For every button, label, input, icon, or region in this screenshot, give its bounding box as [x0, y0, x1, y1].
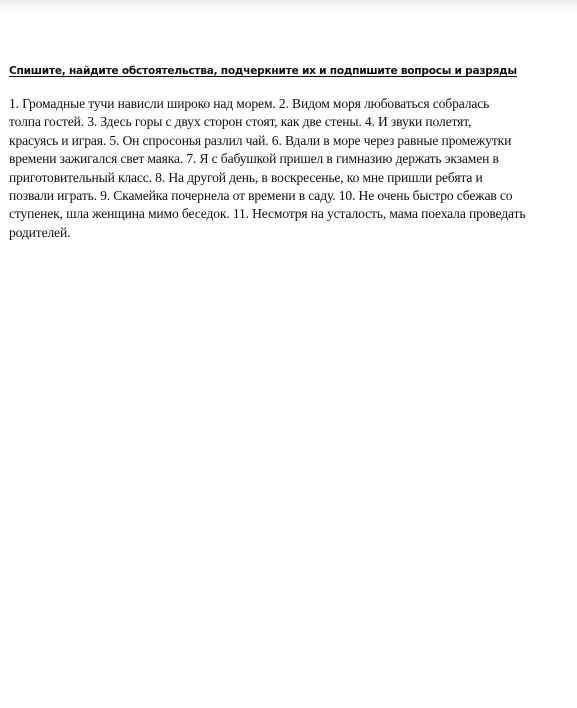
text-line: приготовительный класс. 8. На другой день, в воскресенье, ко мне пришли ребята и	[9, 169, 483, 185]
text-line: 1. Громадные тучи нависли широко над морем. 2. Видом моря любоваться собралась	[9, 96, 490, 111]
text-line: красуясь и играя. 5. Он спросонья разлил чай. 6. Вдали в море через равные промежутки	[9, 132, 512, 148]
document-page	[9, 63, 573, 242]
text-line: времени зажигался свет маяка. 7. Я с бабушкой пришел в гимназию держать экзамен в	[9, 151, 499, 167]
text-line: толпа гостей. 3. Здесь горы с двух сторон стоят, как две стены. 4. И звуки полетят,	[9, 114, 472, 130]
assignment-heading: Спишите, найдите обстоятельства, подчеркните их и подпишите вопросы и разряды	[9, 65, 517, 77]
exercise-text	[9, 95, 573, 242]
page-top-shadow	[0, 0, 577, 14]
text-line: ступенек, шла женщина мимо беседок. 11. Несмотря на усталость, мама поехала проведать	[9, 206, 526, 222]
text-line: позвали играть. 9. Скамейка почернела от времени в саду. 10. Не очень быстро сбежав со	[9, 188, 513, 204]
text-line: родителей.	[9, 224, 71, 240]
